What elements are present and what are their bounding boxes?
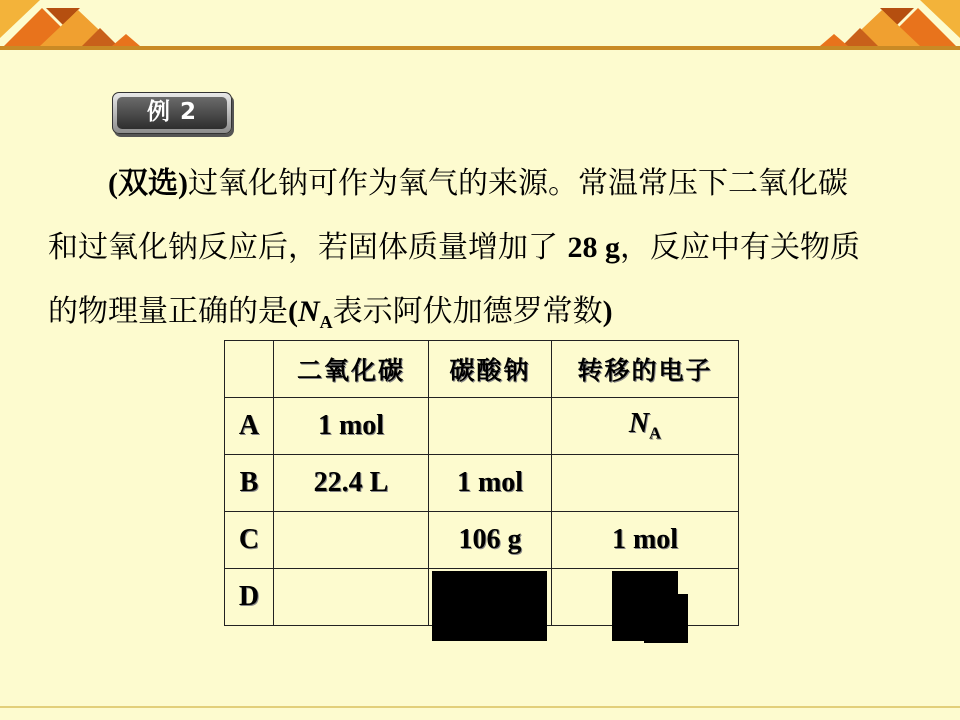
footer-rule [0,706,960,708]
question-text [48,152,918,354]
header-rule [0,46,960,50]
electron-cell: 1 mol [552,512,739,569]
question-type: (双选) [108,167,188,200]
corner-decoration-left [0,0,150,50]
co2-cell: 1 mol [274,398,429,455]
option-label: B [225,455,274,512]
option-label: C [225,512,274,569]
na2co3-cell: 106 g [429,512,552,569]
mass-value: 28 g [567,231,621,264]
header-blank [225,341,274,398]
header-na2co3: 碳酸钠 [429,341,552,398]
corner-decoration-right [810,0,960,50]
co2-cell: 22.4 L [274,455,429,512]
table-header-row [225,341,739,398]
header-co2: 二氧化碳 [274,341,429,398]
avogadro-symbol: N [298,295,320,328]
header-electron: 转移的电子 [552,341,739,398]
example-badge-label: 例 2 [117,97,227,129]
co2-cell [274,569,429,626]
na2co3-cell: 1 mol [429,455,552,512]
electron-cell: $N_A$ [552,398,739,455]
question-line-1: (双选)过氧化钠可作为氧气的来源。常温常压下二氧化碳 [108,166,848,201]
example-badge [112,92,232,134]
electron-cell [552,455,739,512]
table-row [225,455,739,512]
co2-cell [274,512,429,569]
option-label: A [225,398,274,455]
option-label: D [225,569,274,626]
redaction-block [644,594,688,643]
na2co3-cell [429,398,552,455]
table-row [225,398,739,455]
redaction-block [432,571,547,641]
question-line-2: 和过氧化钠反应后，若固体质量增加了 28 g，反应中有关物质 [48,230,861,265]
table-row [225,512,739,569]
question-line-3: 的物理量正确的是($N_A$表示阿伏加德罗常数) [48,294,613,332]
